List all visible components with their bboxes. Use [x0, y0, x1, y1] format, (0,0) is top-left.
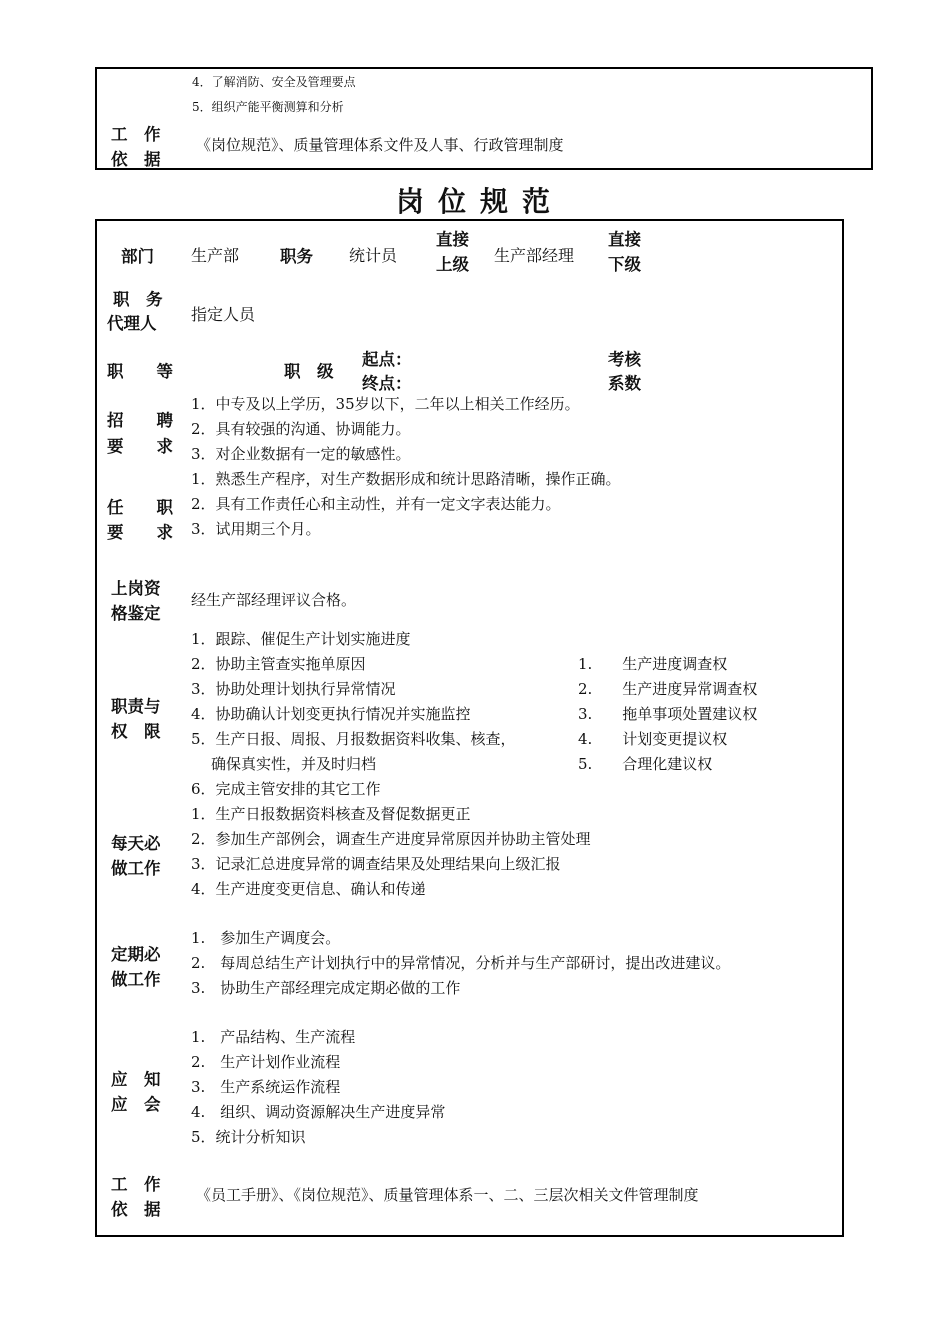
periodic-label-1: 定期必	[111, 945, 161, 964]
right-item-5: 5. 合理化建议权	[578, 755, 713, 773]
basis-value: 《员工手册》、《岗位规范》、质量管理体系一、二、三层次相关文件管理制度	[196, 1186, 699, 1204]
qualify-label-2: 要 求	[107, 523, 173, 542]
superior-value: 生产部经理	[494, 246, 575, 265]
qualify-item-2: 2．具有工作责任心和主动性，并有一定文字表达能力。	[191, 495, 561, 513]
end-label: 终点：	[362, 374, 412, 393]
agent-value: 指定人员	[191, 305, 256, 324]
recruit-item-1: 1．中专及以上学历，35岁以下，二年以上相关工作经历。	[191, 395, 580, 413]
right-item-3: 3. 拖单事项处置建议权	[578, 705, 758, 723]
qualify-item-3: 3．试用期三个月。	[191, 520, 321, 538]
daily-item-3: 3．记录汇总进度异常的调查结果及处理结果向上级汇报	[191, 855, 561, 873]
duty-item-5-cont: 确保真实性，并及时归档	[196, 755, 377, 773]
page-title: 岗位规范	[396, 185, 565, 218]
knowledge-item-4: 4. 组织、调动资源解决生产进度异常	[191, 1103, 446, 1121]
top-basis-label-2: 依 据	[111, 150, 161, 169]
post-label: 职务	[280, 247, 313, 266]
daily-item-2: 2．参加生产部例会，调查生产进度异常原因并协助主管处理	[191, 830, 591, 848]
right-item-2: 2. 生产进度异常调查权	[578, 680, 758, 698]
duty-item-6: 6．完成主管安排的其它工作	[191, 780, 381, 798]
top-item-4: 4．了解消防、安全及管理要点	[192, 75, 356, 89]
top-item-5: 5．组织产能平衡测算和分析	[192, 100, 344, 114]
duty-item-2: 2．协助主管查实拖单原因	[191, 655, 366, 673]
start-label: 起点：	[362, 350, 412, 369]
recruit-label-1: 招 聘	[107, 411, 173, 430]
duty-item-3: 3．协助处理计划执行异常情况	[191, 680, 396, 698]
daily-label-2: 做工作	[111, 859, 161, 878]
periodic-item-2: 2. 每周总结生产计划执行中的异常情况，分析并与生产部研讨，提出改进建议。	[191, 954, 731, 972]
right-item-1: 1. 生产进度调查权	[578, 655, 728, 673]
basis-label-2: 依 据	[111, 1200, 161, 1219]
qualify-label-1: 任 职	[107, 498, 173, 517]
coef-label-2: 系数	[608, 374, 641, 393]
basis-label-1: 工 作	[111, 1175, 161, 1194]
right-item-4: 4. 计划变更提议权	[578, 730, 728, 748]
agent-label-2: 代理人	[107, 314, 157, 333]
appraisal-value: 经生产部经理评议合格。	[191, 591, 357, 609]
duties-label-1: 职责与	[111, 697, 161, 716]
recruit-item-2: 2．具有较强的沟通、协调能力。	[191, 420, 411, 438]
knowledge-item-1: 1. 产品结构、生产流程	[191, 1028, 356, 1046]
knowledge-item-3: 3. 生产系统运作流程	[191, 1078, 341, 1096]
agent-label-1: 职 务	[113, 290, 163, 309]
qualify-item-1: 1．熟悉生产程序，对生产数据形成和统计思路清晰，操作正确。	[191, 470, 621, 488]
knowledge-item-5: 5．统计分析知识	[191, 1128, 306, 1146]
dept-label: 部门	[121, 247, 154, 266]
daily-label-1: 每天必	[111, 834, 161, 853]
duty-item-1: 1．跟踪、催促生产计划实施进度	[191, 630, 411, 648]
recruit-item-3: 3．对企业数据有一定的敏感性。	[191, 445, 411, 463]
superior-label-1: 直接	[436, 230, 469, 249]
coef-label-1: 考核	[608, 350, 641, 369]
post-value: 统计员	[349, 246, 398, 265]
appraisal-label-1: 上岗资	[111, 579, 161, 598]
level-label: 职 级	[284, 362, 334, 381]
appraisal-label-2: 格鉴定	[111, 604, 161, 623]
knowledge-label-2: 应 会	[111, 1095, 161, 1114]
subordinate-label-2: 下级	[608, 255, 641, 274]
grade-label: 职 等	[107, 362, 173, 381]
duty-item-4: 4．协助确认计划变更执行情况并实施监控	[191, 705, 471, 723]
daily-item-1: 1．生产日报数据资料核查及督促数据更正	[191, 805, 471, 823]
subordinate-label-1: 直接	[608, 230, 641, 249]
periodic-item-3: 3. 协助生产部经理完成定期必做的工作	[191, 979, 461, 997]
duty-item-5: 5．生产日报、周报、月报数据资料收集、核查，	[191, 730, 516, 748]
periodic-item-1: 1. 参加生产调度会。	[191, 929, 341, 947]
dept-value: 生产部	[191, 246, 240, 265]
knowledge-item-2: 2. 生产计划作业流程	[191, 1053, 341, 1071]
daily-item-4: 4．生产进度变更信息、确认和传递	[191, 880, 426, 898]
superior-label-2: 上级	[436, 255, 469, 274]
recruit-label-2: 要 求	[107, 437, 173, 456]
top-basis-text: 《岗位规范》、质量管理体系文件及人事、行政管理制度	[196, 136, 564, 154]
periodic-label-2: 做工作	[111, 970, 161, 989]
knowledge-label-1: 应 知	[111, 1070, 161, 1089]
top-basis-label-1: 工 作	[111, 125, 161, 144]
duties-label-2: 权 限	[111, 722, 161, 741]
